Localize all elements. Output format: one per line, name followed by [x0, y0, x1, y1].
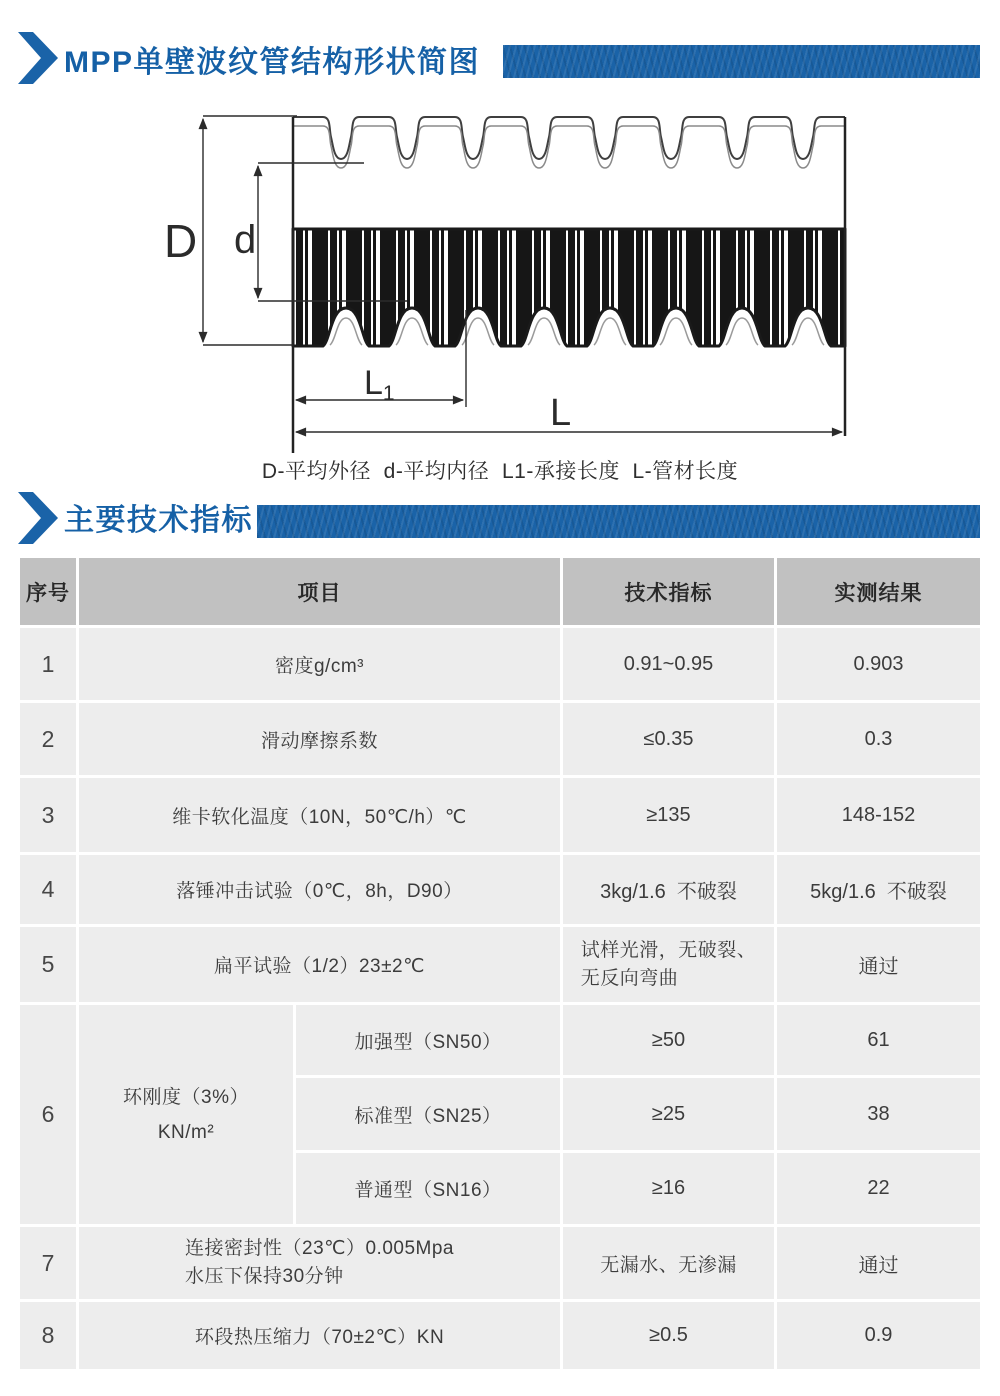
table-cell-subtype: 普通型（SN16）	[296, 1153, 560, 1224]
dim-label-L1: L1	[364, 364, 395, 405]
table-cell-item: 连接密封性（23℃）0.005Mpa 水压下保持30分钟	[79, 1227, 560, 1299]
pipe-body-hatched	[293, 229, 845, 346]
section-title-structure: MPP单壁波纹管结构形状简图	[64, 46, 481, 79]
pipe-inner-wall-line	[293, 126, 845, 168]
pipe-structure-diagram	[150, 105, 850, 460]
table-cell-item: 滑动摩擦系数	[79, 703, 560, 775]
table-cell-no: 3	[20, 778, 76, 852]
table-cell-no: 5	[20, 927, 76, 1002]
table-cell-no: 2	[20, 703, 76, 775]
header-bar-decoration	[257, 505, 980, 538]
table-cell-item: 落锤冲击试验（0℃，8h，D90）	[79, 855, 560, 924]
table-cell-item: 扁平试验（1/2）23±2℃	[79, 927, 560, 1002]
table-cell-no: 6	[20, 1005, 76, 1224]
table-cell-no: 8	[20, 1302, 76, 1369]
dim-label-d: d	[234, 218, 257, 262]
table-cell-spec: 试样光滑，无破裂、 无反向弯曲	[563, 927, 774, 1002]
table-cell-result: 148-152	[777, 778, 980, 852]
header-bar-decoration	[503, 45, 980, 78]
table-cell-subtype: 加强型（SN50）	[296, 1005, 560, 1075]
table-cell-result: 通过	[777, 1227, 980, 1299]
table-cell-result: 0.3	[777, 703, 980, 775]
table-cell-no: 1	[20, 628, 76, 700]
pipe-outer-wall-line	[293, 117, 845, 159]
table-cell-result: 5kg/1.6 不破裂	[777, 855, 980, 924]
table-cell-result: 61	[777, 1005, 980, 1075]
table-cell-spec: 无漏水、无渗漏	[563, 1227, 774, 1299]
chevron-icon	[18, 32, 58, 84]
table-cell-ring-stiffness: 环刚度（3%） KN/m²	[79, 1005, 293, 1224]
col-header-result: 实测结果	[777, 558, 980, 625]
table-cell-spec: ≤0.35	[563, 703, 774, 775]
table-cell-spec: ≥16	[563, 1153, 774, 1224]
col-header-item: 项目	[79, 558, 560, 625]
section-title-specs: 主要技术指标	[64, 504, 253, 537]
table-cell-spec: ≥50	[563, 1005, 774, 1075]
dim-label-L: L	[550, 392, 572, 434]
table-cell-result: 0.903	[777, 628, 980, 700]
chevron-icon	[18, 492, 58, 544]
table-cell-item: 环段热压缩力（70±2℃）KN	[79, 1302, 560, 1369]
table-cell-no: 4	[20, 855, 76, 924]
table-cell-result: 22	[777, 1153, 980, 1224]
col-header-spec: 技术指标	[563, 558, 774, 625]
diagram-caption: D-平均外径 d-平均内径 L1-承接长度 L-管材长度	[261, 460, 739, 483]
table-cell-result: 0.9	[777, 1302, 980, 1369]
table-cell-spec: ≥25	[563, 1078, 774, 1150]
table-cell-no: 7	[20, 1227, 76, 1299]
table-cell-spec: ≥0.5	[563, 1302, 774, 1369]
table-cell-subtype: 标准型（SN25）	[296, 1078, 560, 1150]
table-cell-spec: 3kg/1.6 不破裂	[563, 855, 774, 924]
spec-table	[20, 558, 980, 1369]
table-cell-result: 38	[777, 1078, 980, 1150]
col-header-no: 序号	[20, 558, 76, 625]
table-cell-spec: 0.91~0.95	[563, 628, 774, 700]
table-cell-result: 通过	[777, 927, 980, 1002]
table-cell-spec: ≥135	[563, 778, 774, 852]
dim-label-D: D	[164, 215, 198, 267]
table-cell-item: 密度g/cm³	[79, 628, 560, 700]
table-cell-item: 维卡软化温度（10N，50℃/h）℃	[79, 778, 560, 852]
